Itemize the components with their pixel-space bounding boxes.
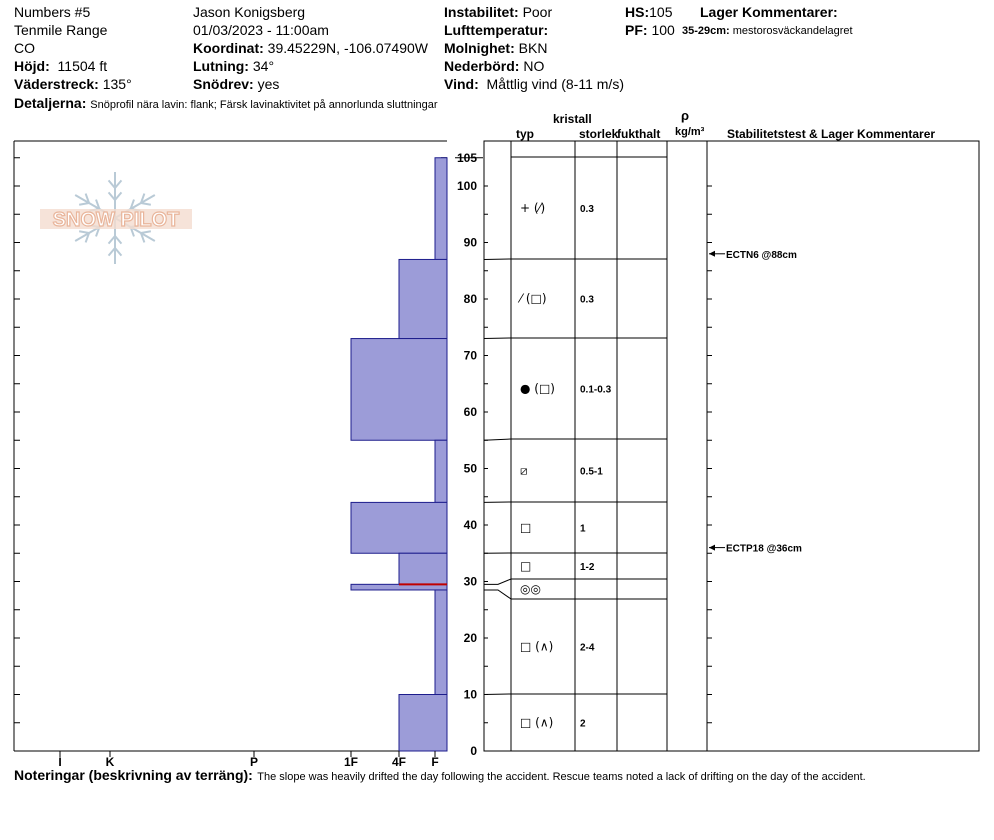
height-label: 100 — [456, 179, 477, 193]
air-temperature: Lufttemperatur: — [444, 22, 549, 38]
hardness-label-1f: 1F — [343, 755, 359, 769]
grain-type: □ — [520, 520, 532, 535]
layer-comments-title: Lager Kommentarer: — [700, 4, 838, 20]
grain-size: 0.5-1 — [580, 466, 603, 478]
grain-type: ◎◎ — [520, 582, 541, 596]
wind-loading: Snödrev: yes — [193, 76, 280, 92]
stability-heading: Stabilitetstest & Lager Kommentarer — [727, 127, 936, 141]
penetration: PF: 100 — [625, 22, 675, 38]
hardness-bar — [435, 440, 447, 502]
grain-type: ⁄ (□) — [520, 291, 547, 306]
height-label: 70 — [463, 348, 477, 363]
hardness-label-k: K — [105, 755, 115, 769]
height-label: 0 — [470, 744, 477, 758]
rho-heading: ρ — [681, 108, 690, 123]
hardness-label-4f: 4F — [391, 755, 407, 769]
moisture-heading: fukthalt — [617, 127, 661, 141]
height-label: 30 — [463, 574, 477, 589]
notes — [14, 767, 866, 785]
hardness-label-p: P — [249, 755, 259, 769]
height-label: 20 — [463, 631, 477, 645]
grain-size: 2 — [580, 718, 586, 730]
instability: Instabilitet: Poor — [444, 4, 553, 20]
layer-comment: 35-29cm: mestorosväckandelagret — [682, 25, 853, 37]
notes-text: The slope was heavily drifted the day following the accident. Rescue teams noted a lack of drifting on the day of the accident. — [257, 771, 866, 783]
grain-type: + (⁄) — [520, 201, 546, 215]
height-label: 40 — [463, 518, 477, 532]
elevation: Höjd: 11504 ft — [14, 58, 108, 74]
observer: Jason Konigsberg — [193, 4, 306, 20]
sky-cover: Molnighet: BKN — [444, 40, 548, 56]
grain-size: 0.3 — [580, 204, 594, 215]
hardness-bar — [435, 590, 447, 695]
layer-connector — [484, 579, 511, 584]
test-arrow-head — [709, 251, 715, 257]
hardness-label-i: I — [58, 755, 62, 769]
grain-type: □ (∧) — [520, 715, 554, 730]
type-heading: typ — [516, 127, 534, 141]
stability-test: ECTP18 @36cm — [726, 543, 802, 555]
hardness-bar — [351, 502, 447, 553]
layer-table-frame — [484, 141, 979, 751]
grain-type: □ — [520, 559, 532, 573]
logo-text: SNOW PILOT — [52, 209, 180, 231]
wind: Vind: Måttlig vind (8-11 m/s) — [444, 76, 624, 92]
grain-size: 0.1-0.3 — [580, 384, 612, 396]
aspect: Väderstreck: 135° — [14, 76, 132, 92]
grain-type: □ (∧) — [520, 639, 554, 654]
grain-size: 1-2 — [580, 562, 595, 573]
layer-connector — [484, 439, 511, 440]
notes-label: Noteringar (beskrivning av terräng): — [14, 767, 253, 783]
layer-connector — [484, 694, 511, 695]
height-label: 105 — [456, 150, 477, 165]
snow-height: HS:105 — [625, 4, 673, 20]
height-label: 60 — [463, 405, 477, 419]
slope-angle: Lutning: 34° — [193, 58, 275, 74]
hardness-bar — [435, 158, 447, 260]
test-arrow-head — [709, 545, 715, 551]
grain-size: 0.3 — [580, 294, 594, 306]
height-label: 50 — [463, 461, 477, 476]
height-label: 10 — [463, 687, 477, 702]
size-heading: storlek — [579, 127, 619, 141]
hardness-bar — [399, 259, 447, 338]
hardness-bar — [399, 553, 447, 584]
layer-connector — [484, 338, 511, 339]
hardness-bar — [399, 695, 447, 752]
precipitation: Nederbörd: NO — [444, 58, 545, 74]
stability-test: ECTN6 @88cm — [726, 249, 797, 261]
state: CO — [14, 40, 35, 56]
hardness-label-f: F — [431, 755, 439, 769]
grain-type: ● (□) — [520, 381, 555, 396]
datetime: 01/03/2023 - 11:00am — [193, 22, 329, 38]
grain-type: ⧄ — [520, 463, 528, 478]
height-label: 80 — [463, 292, 477, 306]
layer-connector — [484, 590, 511, 599]
details: Detaljerna: Snöprofil nära lavin: flank; Färsk lavinaktivitet på annorlunda sluttningar — [14, 95, 438, 111]
grain-size: 1 — [580, 523, 586, 535]
hardness-bar — [351, 339, 447, 441]
height-label: 90 — [463, 235, 477, 250]
crystal-heading: kristall — [553, 112, 592, 126]
grain-size: 2-4 — [580, 642, 595, 654]
density-heading: kg/m³ — [675, 126, 705, 138]
mountain-range: Tenmile Range — [14, 22, 108, 38]
profile-name: Numbers #5 — [14, 4, 91, 20]
coordinates: Koordinat: 39.45229N, -106.07490W — [193, 40, 428, 56]
